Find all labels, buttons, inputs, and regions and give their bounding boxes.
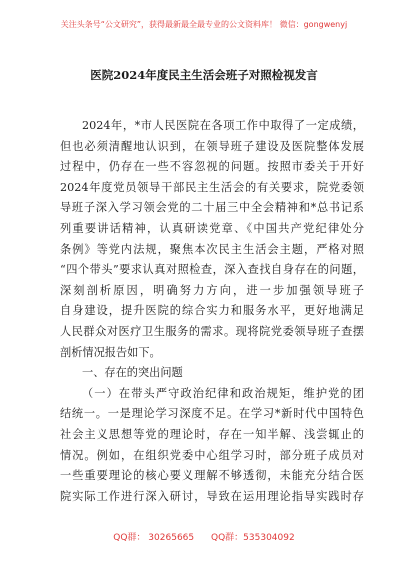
document-body [60,116,364,507]
body-line: 深刻剖析原因，明确努力方向，进一步加强领导班子 [60,283,364,297]
section-heading: 一、存在的突出问题 [82,366,183,380]
body-line: 自身建设，提升医院的综合实力和服务水平，更好地满足 [60,304,364,318]
body-line: 剖析情况报告如下。 [60,345,161,359]
body-line: 人民群众对医疗卫生服务的需求。现将院党委领导班子查摆 [60,324,364,338]
body-line: 院实际工作进行深入研讨，导致在运用理论指导实践时存 [60,489,364,503]
body-line: 社会主义思想等党的理论时，存在一知半解、浅尝辄止的 [60,427,364,441]
body-line: 过程中，仍存在一些不容忽视的问题。按照市委关于开好 [60,160,364,174]
body-line: 2024年，*市人民医院在各项工作中取得了一定成绩， [82,119,364,132]
qq-group-2: QQ群：535304092 [211,533,295,543]
body-line: 列重要讲话精神，认真研读党章、《中国共产党纪律处分 [60,221,364,235]
body-line: （一）在带头严守政治纪律和政治规矩，维护党的团 [82,386,364,400]
body-line: 情况。例如，在组织党委中心组学习时，部分班子成员对 [60,448,364,462]
footer-contact [0,533,408,544]
body-line: “四个带头”要求认真对照检查，深入查找自身存在的问题， [60,263,364,277]
body-line: 导班子深入学习领会党的二十届三中全会精神和*总书记系 [60,201,364,215]
body-line: 2024年度党员领导干部民主生活会的有关要求，院党委领 [60,180,364,194]
body-line: 但也必须清醒地认识到，在领导班子建设及医院整体发展 [60,139,364,153]
header-notice: 关注头条号“公文研究”，获得最新最全最专业的公文资料库！ 微信：gongwenyj [60,20,348,29]
document-title: 医院2024年度民主生活会班子对照检视发言 [90,68,318,82]
body-line: 一些重要理论的核心要义理解不够透彻，未能充分结合医 [60,469,364,483]
body-line: 结统一。一是理论学习深度不足。在学习*新时代中国特色 [60,407,364,421]
body-line: 条例》等党内法规，聚焦本次民主生活会主题，严格对照 [60,242,364,256]
qq-group-1: QQ群： 30265665 [113,533,195,543]
